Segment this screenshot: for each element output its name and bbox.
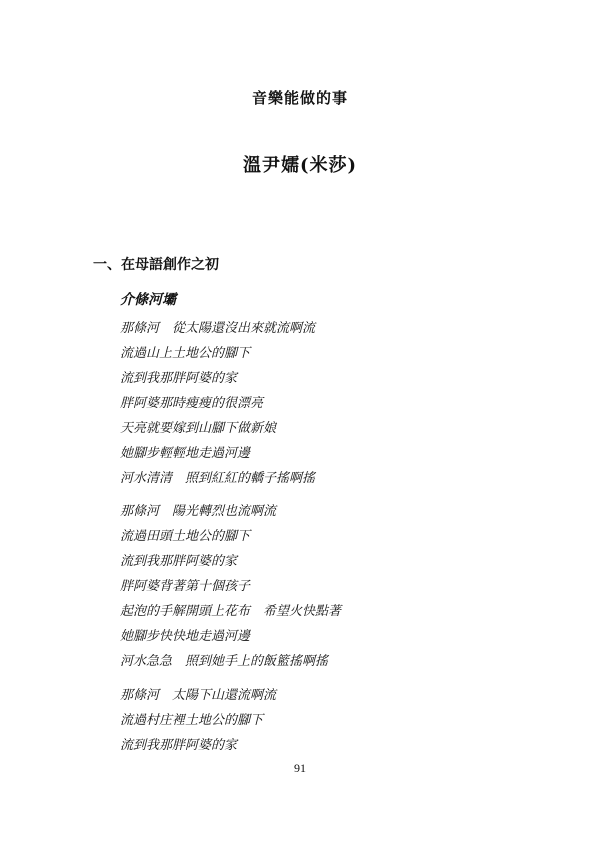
poem-line: 流過山上土地公的腳下 xyxy=(120,346,251,361)
poem-line: 流過村庄裡土地公的腳下 xyxy=(120,713,264,728)
poem-line: 她腳步快快地走過河邊 xyxy=(120,629,251,644)
poem-stanza xyxy=(120,683,276,758)
poem-line: 起泡的手解開頭上花布 希望火快點著 xyxy=(120,604,342,619)
poem-line: 流到我那胖阿婆的家 xyxy=(120,371,238,386)
poem-line: 她腳步輕輕地走過河邊 xyxy=(120,446,251,461)
poem-line: 胖阿婆背著第十個孩子 xyxy=(120,579,251,594)
page-title: 音樂能做的事 xyxy=(251,89,348,107)
poem-line: 流過田頭土地公的腳下 xyxy=(120,529,251,544)
poem-title: 介條河壩 xyxy=(120,292,176,308)
poem-stanza xyxy=(120,499,341,674)
poem-line: 河水清清 照到紅紅的轎子搖啊搖 xyxy=(120,471,316,486)
poem-stanza xyxy=(120,316,315,491)
poem-line: 那條河 從太陽還沒出來就流啊流 xyxy=(120,321,316,336)
section-heading: 一、在母語創作之初 xyxy=(93,257,219,273)
poem-line: 那條河 陽光轉烈也流啊流 xyxy=(120,504,277,519)
poem-line: 河水急急 照到她手上的飯籃搖啊搖 xyxy=(120,654,329,669)
poem-line: 流到我那胖阿婆的家 xyxy=(120,738,238,753)
poem-line: 那條河 太陽下山還流啊流 xyxy=(120,688,277,703)
author-name: 溫尹嬬(米莎) xyxy=(242,155,358,176)
poem-line: 胖阿婆那時瘦瘦的很漂亮 xyxy=(120,396,264,411)
poem-line: 流到我那胖阿婆的家 xyxy=(120,554,238,569)
poem-line: 天亮就要嫁到山腳下做新娘 xyxy=(120,421,277,436)
page-number: 91 xyxy=(294,761,306,775)
